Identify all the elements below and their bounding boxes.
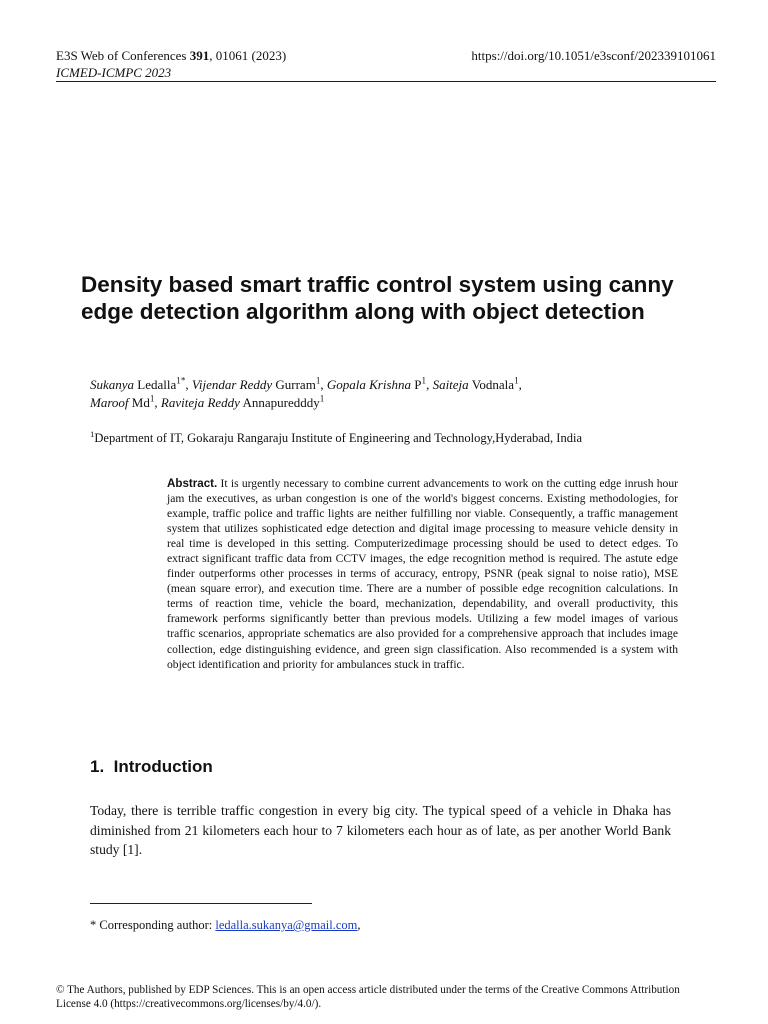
author: Saiteja Vodnala$^1$, bbox=[432, 375, 522, 392]
abstract-label: Abstract. bbox=[167, 477, 218, 490]
doi-link[interactable]: https://doi.org/10.1051/e3sconf/202339101061 bbox=[471, 48, 716, 63]
abstract-text: It is urgently necessary to combine current advancements to work on the cutting edge inrush hour jam the executives, as urban congestion is one of the world's biggest concerns. Existing methodologies, for example, traffic police and traffic lights are neither fulfilling nor viable. Consequently, a traffic management system that utilizes sophisticated edge detection and digital image processing to measure vehicle density in real time is developed in this setting. Computerizedimage processing should be used to detect edges. To extract significant traffic data from CCTV images, the edge recognition method is required. The astute edge finder outperforms other processes in terms of accuracy, entropy, PSNR (peak signal to noise ratio), MSE (mean square error), and execution time. There are a number of possible edge recognition calculations. In terms of reaction time, vehicle the board, mechanization, dependability, and overall productivity, this framework performs significantly better than previous models. Utilizing a few model images of various traffic scenarios, appropriate schematics are also provided for a comprehensive approach that includes image collection, edge distinguishing evidence, and green sign classification. Also recommended is a system with object identification and priority for ambulances stuck in traffic. bbox=[167, 477, 678, 671]
license-notice: © The Authors, published by EDP Sciences. This is an open access article distributed under the terms of the Creative Commons Attribution License 4.0 (https://creativecommons.org/licenses/by/4.0/). bbox=[56, 984, 680, 1010]
author-list bbox=[90, 376, 690, 412]
footnote: * Corresponding author: ledalla.sukanya@gmail.com, bbox=[90, 918, 361, 932]
abstract bbox=[167, 476, 678, 672]
journal-citation: E3S Web of Conferences 391, 01061 (2023) bbox=[56, 48, 287, 63]
author: Vijendar Reddy Gurram$^1$, bbox=[191, 375, 327, 392]
running-header bbox=[56, 47, 286, 81]
paper-title: Density based smart traffic control system using canny edge detection algorithm along with object detection bbox=[81, 272, 674, 324]
conference-name: ICMED-ICMPC 2023 bbox=[56, 65, 172, 80]
intro-paragraph: Today, there is terrible traffic congestion in every big city. The typical speed of a vehicle in Dhaka has diminished from 21 kilometers each hour to 7 kilometers each hour as of late, as per another World Bank study [1]. bbox=[90, 803, 671, 857]
author: Gopala Krishna $P^1$, bbox=[326, 375, 433, 392]
author: Maroof Md$^1$, bbox=[90, 393, 161, 410]
affiliation: $^1$Department of IT, Gokaraju Rangaraju Institute of Engineering and Technology,Hyderabad, India bbox=[90, 428, 582, 445]
author: Raviteja Reddy Annapuredddy$^1$ bbox=[160, 393, 325, 410]
author: Sukanya Ledalla$^{1*}$, bbox=[90, 375, 192, 392]
section-heading: 1. Introduction bbox=[90, 757, 213, 776]
header-divider bbox=[56, 81, 716, 82]
author-email-link[interactable]: ledalla.sukanya@gmail.com bbox=[215, 918, 358, 932]
footnote-divider bbox=[90, 903, 312, 904]
